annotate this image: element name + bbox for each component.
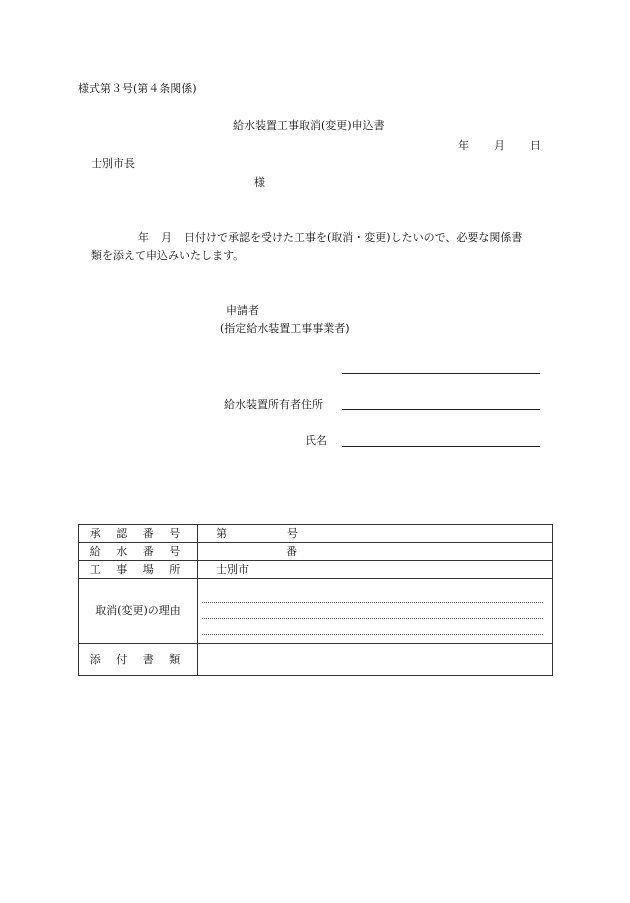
site-field[interactable] [198,561,553,579]
table-row [79,644,553,676]
application-table [78,524,553,676]
table-row [79,561,553,579]
attachments-field[interactable] [198,644,553,676]
approval-number-prefix: 第 [216,526,227,540]
body-line-1 [138,231,522,245]
supply-number-field[interactable] [198,543,553,561]
name-label: 氏名 [305,434,327,447]
reason-dotted-line [202,619,543,635]
applicant-sublabel: (指定給水装置工事事業者) [220,322,350,335]
date-day: 日 [530,139,541,152]
approval-number-label: 承 認 番 号 [79,525,198,543]
reason-dotted-line [202,587,543,603]
addressee: 士別市長 [91,157,135,170]
supply-number-label: 給 水 番 号 [79,543,198,561]
honorific: 様 [254,176,265,189]
document-title: 給水装置工事取消(変更)申込書 [233,119,385,132]
supply-number-suffix: 番 [286,544,297,558]
body-line-2: 類を添えて申込みいたします。 [91,249,245,262]
form-number: 様式第３号(第４条関係) [78,82,197,95]
date-month: 月 [494,139,505,152]
approval-number-suffix: 号 [287,526,298,540]
site-value: 士別市 [216,562,249,576]
site-label: 工 事 場 所 [79,561,198,579]
owner-address-line[interactable] [342,409,540,410]
reason-label: 取消(変更)の理由 [79,579,198,644]
applicant-label: 申請者 [226,304,259,317]
applicant-signature-line[interactable] [342,373,540,374]
table-row [79,543,553,561]
attachments-label: 添 付 書 類 [79,644,198,676]
body-year: 年 [138,231,149,244]
owner-address-label: 給水装置所有者住所 [224,398,323,411]
table-row [79,579,553,644]
reason-dotted-line [202,603,543,619]
approval-number-field[interactable] [198,525,553,543]
body-line-1-text: 日付けで承認を受けた工事を(取消・変更)したいので、必要な関係書 [184,231,523,244]
table-row [79,525,553,543]
body-month: 月 [161,231,172,244]
date-year: 年 [458,139,469,152]
reason-field[interactable] [198,579,553,644]
name-line[interactable] [342,446,540,447]
